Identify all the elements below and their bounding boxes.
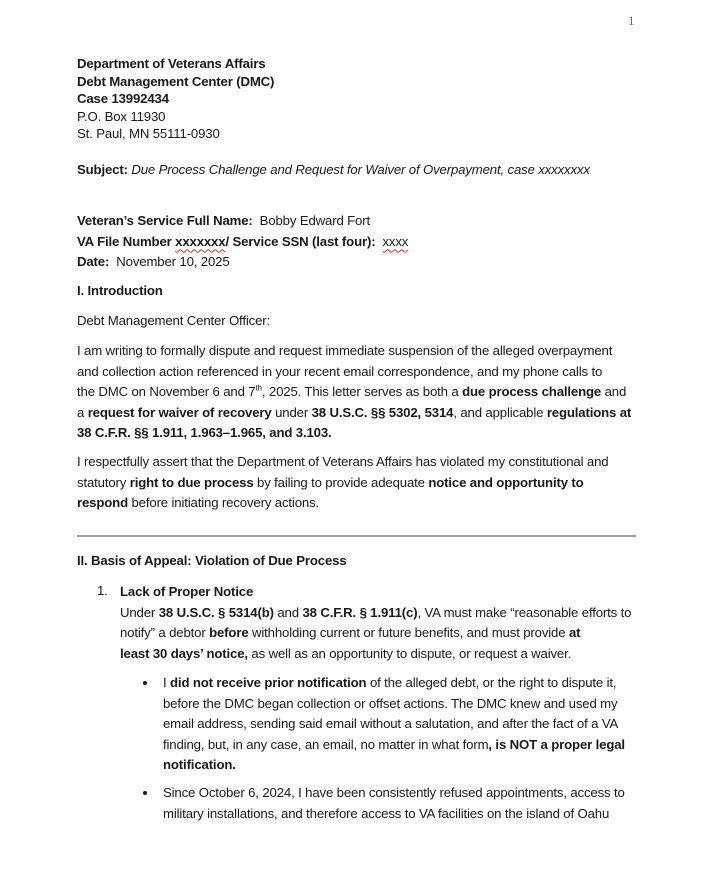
item-bold: least 30 days’ notice, bbox=[120, 645, 248, 661]
ssn-value: xxxx bbox=[382, 233, 409, 249]
section-1-heading: I. Introduction bbox=[77, 283, 163, 298]
assertion-text: before initiating recovery actions. bbox=[127, 495, 320, 510]
assertion-bold: notice and opportunity to bbox=[428, 474, 584, 490]
item-1-line-1 bbox=[120, 603, 660, 624]
salutation: Debt Management Center Officer: bbox=[77, 313, 271, 328]
item-bold: 38 C.F.R. § 1.911(c) bbox=[302, 604, 418, 620]
intro-line-4 bbox=[77, 403, 647, 424]
subject-text: Due Process Challenge and Request for Waiver of Overpayment, case xxxxxxxx bbox=[131, 162, 590, 177]
item-bold: at bbox=[568, 625, 581, 640]
veteran-info bbox=[77, 211, 408, 273]
item-text: withholding current or future benefits, and must provide bbox=[248, 625, 569, 640]
intro-text: a bbox=[77, 404, 88, 420]
superscript: th bbox=[255, 383, 262, 393]
recipient-line-2: Debt Management Center (DMC) bbox=[77, 73, 275, 89]
bullet-text: of the alleged debt, or the right to dispute it, bbox=[366, 675, 617, 690]
bullet-1-line-3: email address, sending said email without a salutation, and after the fact of a VA bbox=[163, 716, 619, 731]
bullet-item-2 bbox=[163, 783, 653, 824]
intro-paragraph bbox=[77, 341, 647, 444]
intro-bold: 38 C.F.R. §§ 1.911, 1.963–1.965, and 3.103 bbox=[77, 425, 329, 440]
section-2-heading: II. Basis of Appeal: Violation of Due Process bbox=[77, 553, 347, 568]
item-1-line-2 bbox=[120, 623, 660, 644]
assertion-text: by failing to provide adequate bbox=[253, 474, 429, 490]
item-text: and bbox=[273, 604, 303, 620]
recipient-po-box: P.O. Box 11930 bbox=[77, 108, 166, 124]
intro-bold: request for waiver of recovery bbox=[87, 404, 272, 420]
bullet-2-line-2: military installations, and therefore access to VA facilities on the island of Oahu bbox=[163, 805, 610, 821]
assertion-line-2 bbox=[77, 473, 647, 494]
assertion-line-3 bbox=[77, 493, 647, 514]
item-text: notify” a debtor bbox=[120, 625, 210, 640]
assertion-line-1: I respectfully assert that the Department of Veterans Affairs has violated my constitutional and bbox=[77, 454, 609, 469]
bullet-bold: notification. bbox=[163, 757, 236, 772]
item-text: Under bbox=[120, 604, 159, 620]
bullet-bold: , is NOT a proper legal bbox=[488, 736, 625, 752]
item-bold: before bbox=[209, 625, 249, 640]
subject-label: Subject: bbox=[77, 162, 128, 177]
bullet-1-line-4 bbox=[163, 735, 653, 756]
intro-text: , and applicable bbox=[453, 404, 547, 420]
recipient-address bbox=[77, 55, 274, 143]
page-number: 1 bbox=[628, 13, 635, 28]
bullet-bold: did not receive prior notification bbox=[170, 675, 367, 690]
horizontal-divider bbox=[77, 535, 636, 537]
bullet-text: I bbox=[163, 675, 171, 690]
recipient-city: St. Paul, MN 55111-0930 bbox=[77, 126, 220, 141]
bullet-icon bbox=[143, 791, 147, 795]
intro-bold: due process challenge bbox=[462, 384, 602, 399]
intro-line-1: I am writing to formally dispute and request immediate suspension of the alleged overpayment bbox=[77, 343, 613, 358]
bullet-item-1 bbox=[163, 673, 653, 776]
assertion-text: statutory bbox=[77, 474, 130, 490]
recipient-case: Case 13992434 bbox=[77, 91, 169, 106]
bullet-icon bbox=[143, 681, 147, 685]
intro-bold: 38 U.S.C. §§ 5302, 5314 bbox=[311, 404, 454, 420]
intro-text: . bbox=[328, 425, 332, 440]
file-number-value: xxxxxxx bbox=[175, 233, 226, 249]
veteran-name-value: Bobby Edward Fort bbox=[259, 213, 371, 228]
bullet-text: finding, but, in any case, an email, no matter in what form bbox=[163, 736, 489, 752]
file-number-label: VA File Number bbox=[77, 233, 176, 249]
intro-text: and bbox=[601, 384, 627, 399]
item-text: , VA must make “reasonable efforts to bbox=[417, 604, 632, 620]
bullet-1-line-1 bbox=[163, 673, 653, 694]
item-1 bbox=[120, 582, 660, 664]
item-text: as well as an opportunity to dispute, or request a waiver. bbox=[247, 645, 572, 661]
recipient-line-1: Department of Veterans Affairs bbox=[77, 56, 266, 71]
subject-line bbox=[77, 161, 590, 179]
item-1-line-3 bbox=[120, 644, 660, 665]
intro-text: , 2025. This letter serves as both a bbox=[261, 384, 463, 399]
intro-line-2: and collection action referenced in your recent email correspondence, and my phone calls to bbox=[77, 363, 603, 379]
bullet-1-line-2: before the DMC began collection or offset actions. The DMC knew and used my bbox=[163, 695, 618, 711]
assertion-bold: respond bbox=[77, 495, 128, 510]
intro-line-3 bbox=[77, 382, 647, 403]
veteran-name-label: Veteran’s Service Full Name: bbox=[77, 213, 253, 228]
item-1-title: Lack of Proper Notice bbox=[120, 584, 254, 599]
item-1-number: 1. bbox=[97, 583, 108, 598]
bullet-2-line-1: Since October 6, 2024, I have been consistently refused appointments, access to bbox=[163, 785, 625, 800]
assertion-bold: right to due process bbox=[129, 474, 254, 490]
date-label: Date: bbox=[77, 254, 110, 269]
date-value: November 10, 2025 bbox=[116, 254, 230, 269]
assertion-paragraph bbox=[77, 452, 647, 514]
intro-line-5 bbox=[77, 423, 647, 444]
item-bold: 38 U.S.C. § 5314(b) bbox=[158, 604, 274, 620]
intro-text: under bbox=[271, 404, 312, 420]
intro-bold: regulations at bbox=[546, 404, 632, 420]
ssn-label: / Service SSN (last four): bbox=[225, 233, 376, 249]
intro-text: the DMC on November 6 and 7 bbox=[77, 384, 256, 399]
